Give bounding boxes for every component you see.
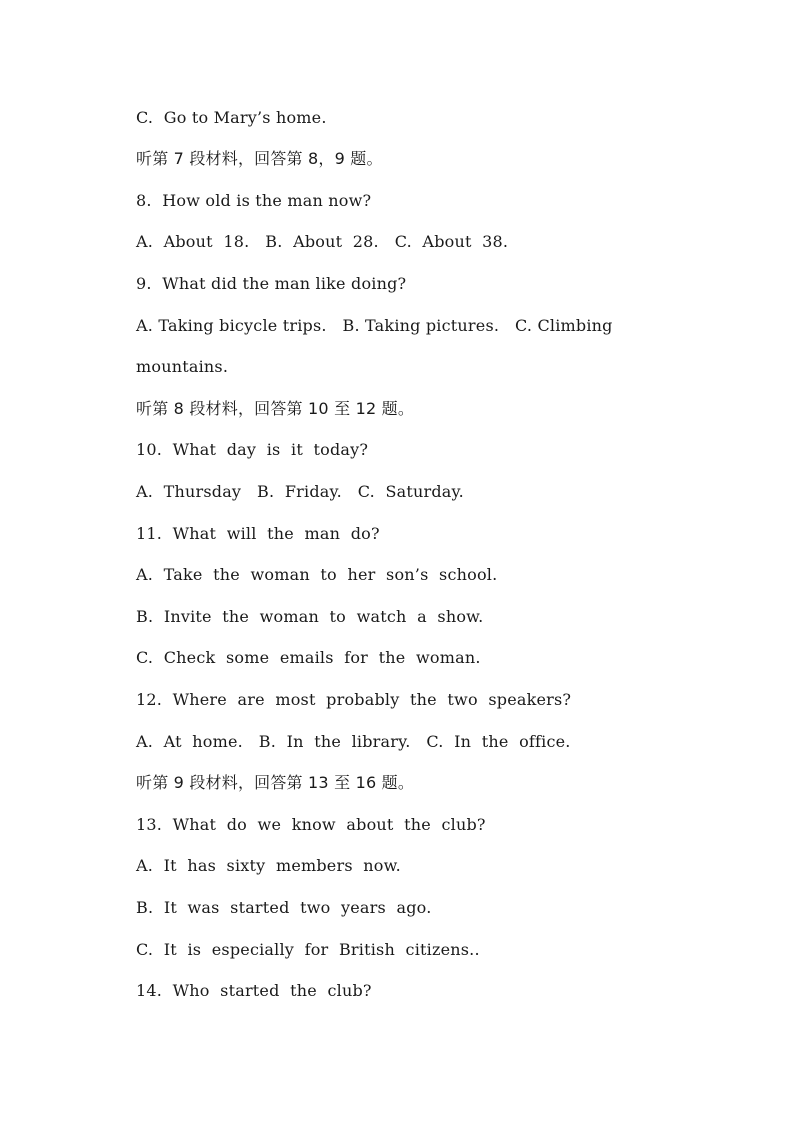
question-8-options: A. About 18. B. About 28. C. About 38. [136, 232, 509, 251]
question-9-options: A. Taking bicycle trips. B. Taking pictures. C. Climbing [136, 316, 613, 335]
question-13-option-a: A. It has sixty members now. [136, 856, 401, 875]
option-c-go-to-marys-home: C. Go to Mary’s home. [136, 108, 327, 127]
question-13: 13. What do we know about the club? [136, 815, 486, 834]
section-heading-8: 听第 8 段材料，回答第 10 至 12 题。 [136, 399, 415, 418]
question-11-option-c: C. Check some emails for the woman. [136, 648, 481, 667]
question-11-option-a: A. Take the woman to her son’s school. [136, 565, 498, 584]
question-11: 11. What will the man do? [136, 524, 380, 543]
question-12-options: A. At home. B. In the library. C. In the office. [136, 732, 571, 751]
question-9: 9. What did the man like doing? [136, 274, 407, 293]
question-13-option-b: B. It was started two years ago. [136, 898, 432, 917]
section-heading-9: 听第 9 段材料，回答第 13 至 16 题。 [136, 773, 415, 792]
question-9-options-continued: mountains. [136, 357, 229, 376]
question-13-option-c: C. It is especially for British citizens.. [136, 940, 480, 959]
question-11-option-b: B. Invite the woman to watch a show. [136, 607, 484, 626]
question-10-options: A. Thursday B. Friday. C. Saturday. [136, 482, 464, 501]
question-14: 14. Who started the club? [136, 981, 372, 1000]
question-8: 8. How old is the man now? [136, 191, 372, 210]
question-12: 12. Where are most probably the two speakers? [136, 690, 572, 709]
question-10: 10. What day is it today? [136, 440, 369, 459]
section-heading-7: 听第 7 段材料，回答第 8，9 题。 [136, 149, 383, 168]
